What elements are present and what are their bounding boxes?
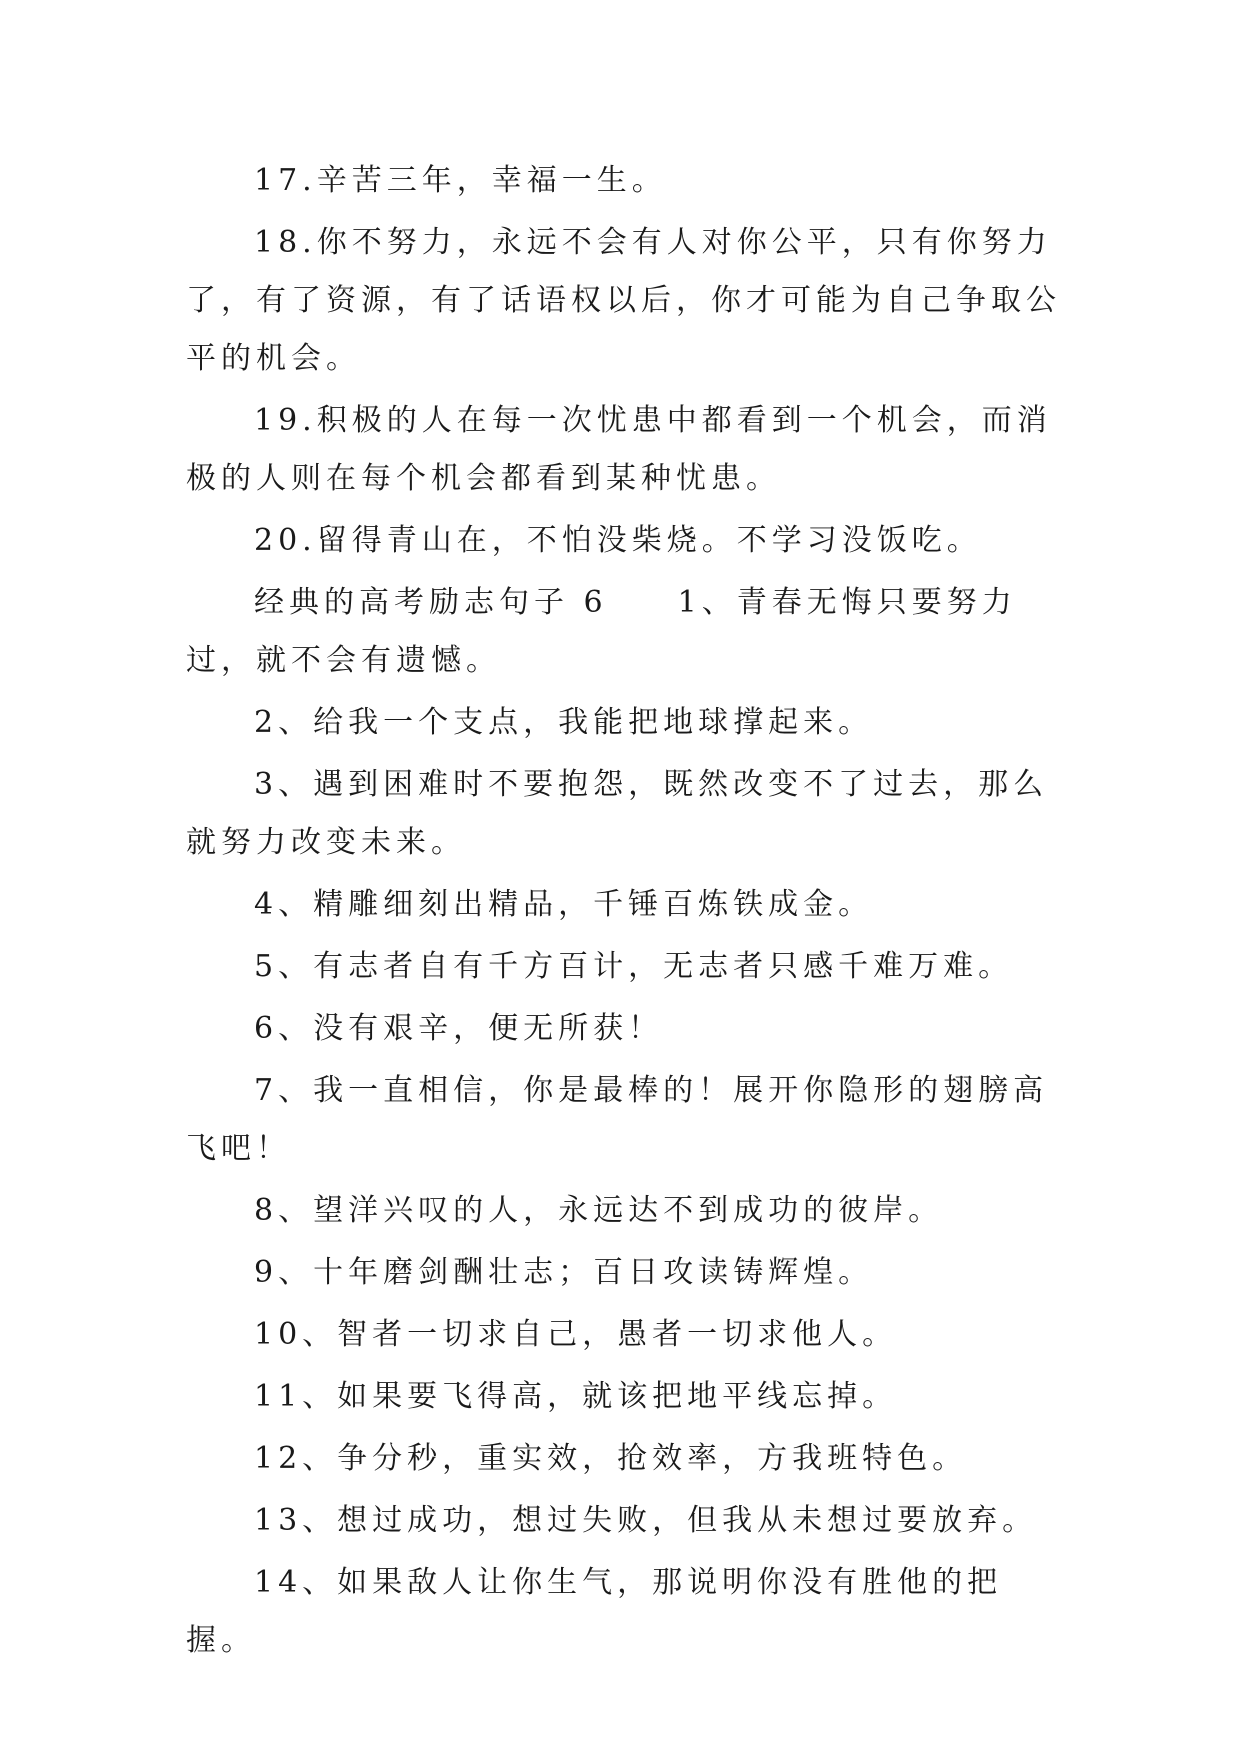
paragraph-20: 20.留得青山在，不怕没柴烧。不学习没饭吃。 bbox=[254, 523, 982, 558]
paragraph-9: 9、十年磨剑酬壮志；百日攻读铸辉煌。 bbox=[254, 1255, 874, 1290]
section-heading-6: 经典的高考励志句子 6 1、青春无悔只要努力过，就不会有遗憾。 bbox=[186, 585, 1017, 678]
paragraph-14: 14、如果敌人让你生气，那说明你没有胜他的把握。 bbox=[186, 1565, 1003, 1658]
paragraph-13: 13、想过成功，想过失败，但我从未想过要放弃。 bbox=[254, 1503, 1038, 1538]
paragraph-11: 11、如果要飞得高，就该把地平线忘掉。 bbox=[254, 1379, 898, 1414]
paragraph-19: 19.积极的人在每一次忧患中都看到一个机会，而消极的人则在每个机会都看到某种忧患。 bbox=[186, 403, 1052, 496]
paragraph-4: 4、精雕细刻出精品，千锤百炼铁成金。 bbox=[254, 887, 874, 922]
paragraph-12: 12、争分秒，重实效，抢效率，方我班特色。 bbox=[254, 1441, 968, 1476]
paragraph-18: 18.你不努力，永远不会有人对你公平，只有你努力了，有了资源，有了话语权以后，你才可能为自己争取公平的机会。 bbox=[186, 225, 1061, 376]
paragraph-17: 17.辛苦三年，幸福一生。 bbox=[254, 163, 667, 198]
paragraph-8: 8、望洋兴叹的人，永远达不到成功的彼岸。 bbox=[254, 1193, 944, 1228]
paragraph-2: 2、给我一个支点，我能把地球撑起来。 bbox=[254, 705, 874, 740]
paragraph-3: 3、遇到困难时不要抱怨，既然改变不了过去，那么就努力改变未来。 bbox=[186, 767, 1049, 860]
paragraph-10: 10、智者一切求自己，愚者一切求他人。 bbox=[254, 1317, 898, 1352]
paragraph-7: 7、我一直相信，你是最棒的！展开你隐形的翅膀高飞吧！ bbox=[186, 1073, 1049, 1166]
paragraph-6: 6、没有艰辛，便无所获！ bbox=[254, 1011, 664, 1046]
paragraph-5: 5、有志者自有千方百计，无志者只感千难万难。 bbox=[254, 949, 1014, 984]
document-body bbox=[186, 152, 1066, 1674]
